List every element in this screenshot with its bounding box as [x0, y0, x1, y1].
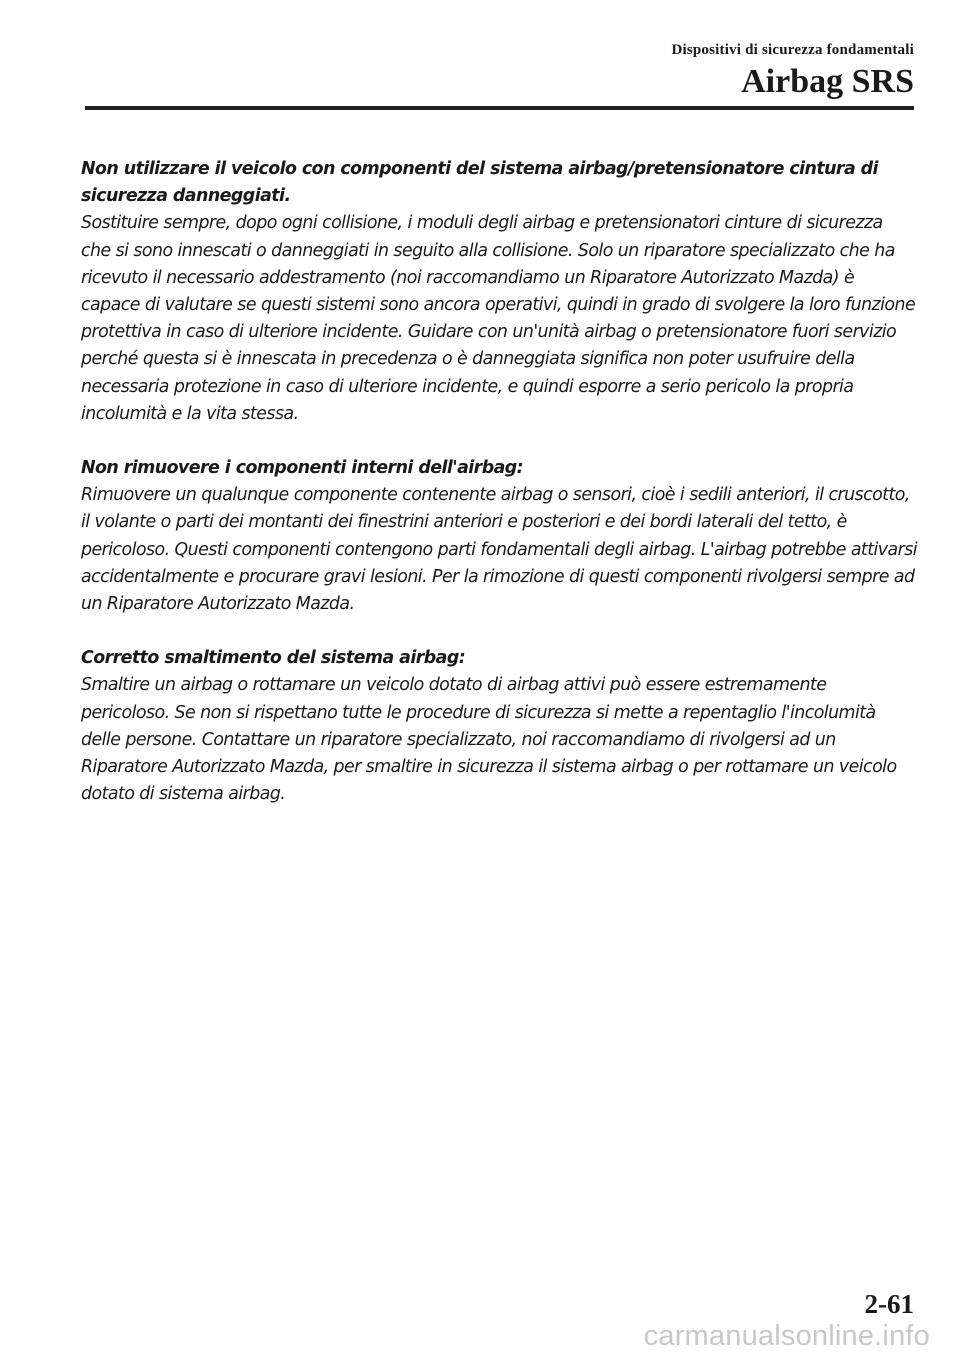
- warning-title: Non utilizzare il veicolo con componenti del sistema airbag/pretensionatore cintura di sicurezza danneggiati.: [81, 159, 878, 207]
- warning-body: Rimuovere un qualunque componente contenente airbag o sensori, cioè i sedili anteriori, il cruscotto, il volante o parti dei montanti dei finestrini anteriori e posteriori e dei bordi laterali del tetto, è pericoloso. Questi componenti contengono parti fondamentali degli airbag. L'airbag potrebbe attivarsi accidentalmente e procurare gravi lesioni. Per la rimozione di questi componenti rivolgersi sempre ad un Riparatore Autorizzato Mazda.: [81, 485, 917, 615]
- warning-body: Sostituire sempre, dopo ogni collisione, i moduli degli airbag e pretensionatori cinture di sicurezza che si sono innescati o danneggiati in seguito alla collisione. Solo un riparatore specializzato che ha ricevuto il necessario addestramento (noi raccomandiamo un Riparatore Autorizzato Mazda) è capace di valutare se questi sistemi sono ancora operativi, quindi in grado di svolgere la loro funzione protettiva in caso di ulteriore incidente. Guidare con un'unità airbag o pretensionatore fuori servizio perché questa si è innescata in precedenza o è danneggiata significa non poter usufruire della necessaria protezione in caso di ulteriore incidente, e quindi esporre a serio pericolo la propria incolumità e la vita stessa.: [81, 213, 916, 424]
- chapter-title: Airbag SRS: [741, 63, 914, 100]
- section-title: Dispositivi di sicurezza fondamentali: [671, 42, 914, 58]
- watermark-text: carmanualsonline.info: [643, 1320, 930, 1352]
- warning-title: Corretto smaltimento del sistema airbag:: [81, 648, 466, 669]
- page-header: [671, 40, 914, 102]
- warning-block-internal-components: [81, 455, 917, 618]
- warning-body: Smaltire un airbag o rottamare un veicolo dotato di airbag attivi può essere estremamente pericoloso. Se non si rispettano tutte le procedure di sicurezza si mette a repentaglio l'incolumità delle persone. Contattare un riparatore specializzato, noi raccomandiamo di rivolgersi ad un Riparatore Autorizzato Mazda, per smaltire in sicurezza il sistema airbag o per rottamare un veicolo dotato di sistema airbag.: [81, 675, 897, 805]
- warning-content: [81, 156, 917, 835]
- page-number: 2-61: [864, 1289, 914, 1319]
- warning-block-damaged-components: [81, 156, 917, 428]
- header-divider: [85, 106, 914, 110]
- warning-block-disposal: [81, 645, 917, 808]
- warning-title: Non rimuovere i componenti interni dell'airbag:: [81, 458, 524, 479]
